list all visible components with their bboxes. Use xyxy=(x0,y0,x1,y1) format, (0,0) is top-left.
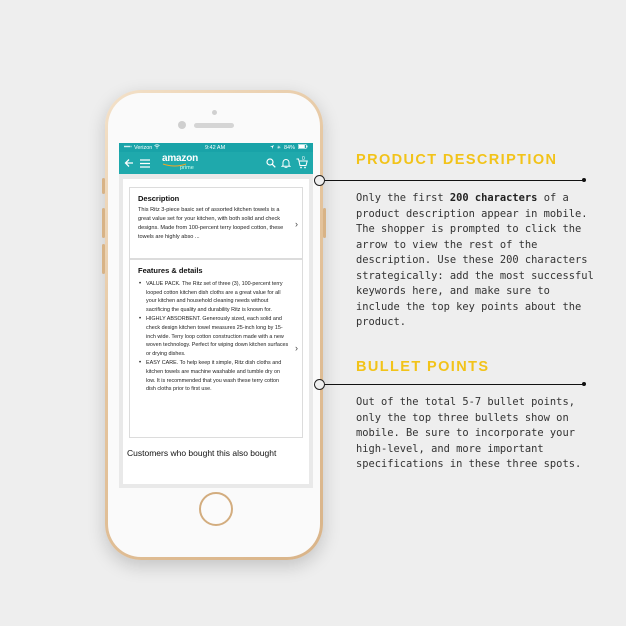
bell-icon[interactable] xyxy=(281,158,291,168)
logo-subtext: prime xyxy=(180,165,194,172)
cart-icon[interactable] xyxy=(296,155,308,169)
carrier-name: Verizon xyxy=(134,144,153,151)
proximity-sensor xyxy=(212,110,217,115)
description-connector-line xyxy=(324,180,584,181)
back-arrow-icon[interactable] xyxy=(124,158,134,168)
signal-icon xyxy=(124,144,132,151)
product-description-text xyxy=(356,191,596,331)
earpiece-speaker xyxy=(194,123,234,128)
phone-screen xyxy=(119,143,313,488)
description-anchor-dot xyxy=(314,175,325,186)
desc-text-part-1: Only the first xyxy=(356,192,450,204)
features-card[interactable] xyxy=(129,259,303,438)
status-time: 9:42 AM xyxy=(204,144,226,151)
product-detail-content xyxy=(123,179,309,484)
power-button xyxy=(323,208,326,238)
battery-percent: 84% xyxy=(283,144,295,151)
bullets-anchor-dot xyxy=(314,379,325,390)
logo-text: amazon xyxy=(162,153,199,165)
bullet-points-heading: BULLET POINTS xyxy=(356,359,490,375)
menu-icon[interactable] xyxy=(140,159,150,168)
description-line-end-dot xyxy=(582,178,586,182)
feature-bullet: • VALUE PACK. The Ritz set of three (3), 100-percent terry looped cotton kitchen dish cloths are a great value for all your kitchen and household cleaning needs without sacrificing the quality and durability Ritz is known for. xyxy=(138,280,290,314)
desc-text-part-2: of a product description appear in mobile. The shopper is prompted to click the arrow to view the rest of the description. Use these 200 characters strategically: add the most successful keywords here, and make sure to include the top key points about the product. xyxy=(356,192,594,328)
front-camera xyxy=(178,121,186,129)
wifi-icon xyxy=(154,144,160,151)
description-title: Description xyxy=(138,194,180,203)
features-list xyxy=(138,280,290,395)
battery-icon xyxy=(298,144,308,151)
chevron-right-icon[interactable]: › xyxy=(295,343,298,353)
amazon-prime-logo[interactable] xyxy=(162,154,198,172)
bullet-points-text: Out of the total 5-7 bullet points, only the top three bullets show on mobile. Be sure to incorporate your high-level, and more important specifications in these three spots. xyxy=(356,396,582,470)
product-description-heading: PRODUCT DESCRIPTION xyxy=(356,152,558,168)
chevron-right-icon[interactable]: › xyxy=(295,219,298,229)
desc-text-bold: 200 characters xyxy=(449,192,538,204)
feature-bullet: • HIGHLY ABSORBENT. Generously sized, each solid and check design kitchen towel measures 25-inch long by 15-inch wide. Terry loop cotton construction made with a new woven technology. Perfect for wiping down kitchen surfaces or drying dishes. xyxy=(138,315,290,358)
search-icon[interactable] xyxy=(266,158,276,168)
app-nav-bar xyxy=(119,152,313,174)
home-button xyxy=(199,492,233,526)
phone-mockup xyxy=(105,90,323,560)
description-card[interactable] xyxy=(129,187,303,259)
cart-count: 0 xyxy=(302,155,305,162)
also-bought-heading: Customers who bought this also bought xyxy=(127,448,277,458)
mute-switch xyxy=(102,178,105,194)
volume-down-button xyxy=(102,244,105,274)
feature-bullet: • EASY CARE. To help keep it simple, Ritz dish cloths and kitchen towels are machine washable and tumble dry on low. It is recommended that you wash these terry cotton dish cloths prior to first use. xyxy=(138,359,290,393)
bullets-connector-line xyxy=(324,384,584,385)
features-title: Features & details xyxy=(138,266,203,275)
status-bar xyxy=(119,143,313,152)
location-icon xyxy=(270,145,274,151)
volume-up-button xyxy=(102,208,105,238)
description-text: This Ritz 3-piece basic set of assorted kitchen towels is a great value set for your kitchen, with both solid and check designs. Made from 100-percent terry looped cotton, these towels are highly abso ... xyxy=(138,207,284,240)
bluetooth-icon: ✳ xyxy=(276,144,281,151)
bullets-line-end-dot xyxy=(582,382,586,386)
phone-face xyxy=(108,93,320,557)
